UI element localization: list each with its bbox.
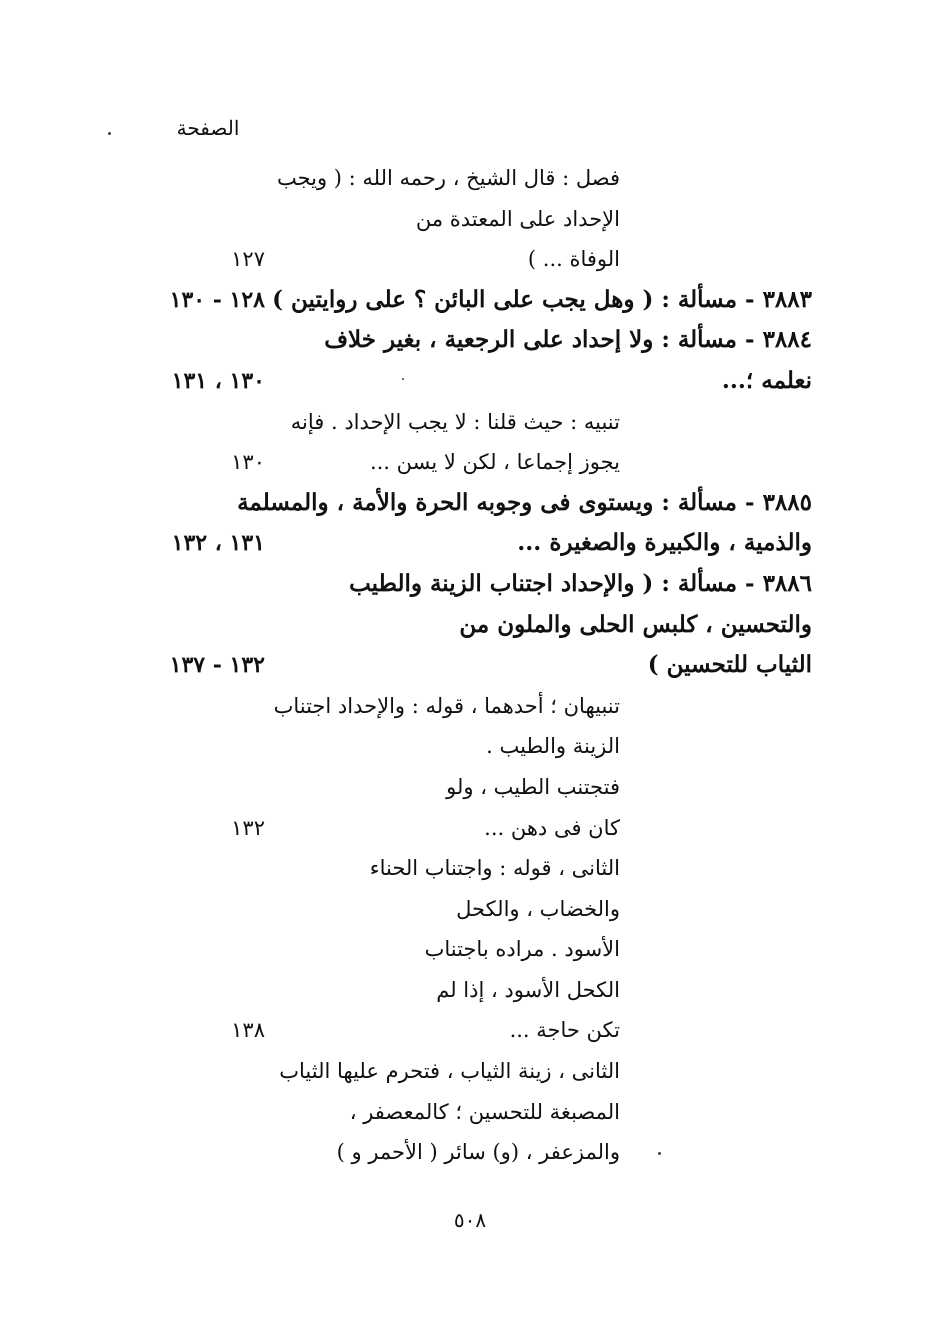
index-entry [140, 442, 812, 483]
entry-text: الثانى ، زينة الثياب ، فتحرم عليها الثياب [279, 1059, 620, 1084]
entry-text: الوفاة ... ) [527, 247, 620, 272]
entry-text: ٣٨٨٣ - مسألة : ( وهل يجب على البائن ؟ على روايتين ) [272, 285, 812, 313]
index-entry [140, 199, 812, 240]
entry-text: ٣٨٨٦ - مسألة : ( والإحداد اجتناب الزينة والطيب [349, 569, 812, 597]
entry-text: تنبيه : حيث قلنا : لا يجب الإحداد . فإنه [290, 409, 620, 434]
entry-text: الثانى ، قوله : واجتناب الحناء [369, 856, 620, 881]
entry-text: فصل : قال الشيخ ، رحمه الله : ( ويجب [276, 166, 620, 190]
index-entries [140, 158, 812, 1173]
index-entry [140, 645, 812, 686]
entry-page-ref: ١٣١ ، ١٣٢ [171, 530, 265, 557]
entry-text: والتحسين ، كلبس الحلى والملون من [459, 610, 812, 638]
entry-text: الإحداد على المعتدة من [415, 206, 620, 231]
entry-text: الأسود . مراده باجتناب [424, 937, 620, 962]
index-entry [140, 1092, 812, 1133]
entry-text: يجوز إجماعا ، لكن لا يسن ... [369, 450, 620, 475]
entry-text: والذمية ، والكبيرة والصغيرة ... [517, 529, 812, 557]
scan-speck [402, 378, 404, 380]
index-entry [140, 767, 812, 808]
index-entry [140, 158, 812, 199]
index-entry [140, 970, 812, 1011]
entry-text: ٣٨٨٥ - مسألة : ويستوى فى وجوبه الحرة والأمة ، والمسلمة [237, 488, 812, 516]
entry-text: الكحل الأسود ، إذا لم [436, 977, 620, 1002]
index-entry [140, 320, 812, 361]
entry-text: الثياب للتحسين ) [647, 651, 812, 679]
page-column-header: الصفحة [176, 116, 240, 140]
entry-page-ref: ١٣٢ [231, 815, 265, 840]
index-entry [140, 483, 812, 524]
entry-text: والخضاب ، والكحل [456, 896, 620, 921]
index-entry [140, 564, 812, 605]
index-entry [140, 848, 812, 889]
index-entry [140, 523, 812, 564]
page-number: ٥٠٨ [453, 1208, 487, 1232]
index-entry [140, 808, 812, 849]
entry-text: كان فى دهن ... [484, 815, 620, 840]
entry-text: المصبغة للتحسين ؛ كالمعصفر ، [349, 1099, 620, 1124]
entry-page-ref: ١٣٠ [231, 450, 265, 475]
entry-text: فتجتنب الطيب ، ولو [446, 774, 620, 799]
index-entry [140, 726, 812, 767]
index-entry [140, 686, 812, 727]
index-entry [140, 605, 812, 646]
entry-page-ref: ١٣٢ - ١٣٧ [169, 652, 265, 679]
index-entry [140, 361, 812, 402]
index-entry [140, 929, 812, 970]
index-entry [140, 280, 812, 321]
entry-page-ref: ١٣٠ ، ١٣١ [171, 367, 265, 394]
entry-text: تنبيهان ؛ أحدهما ، قوله : والإحداد اجتناب [273, 693, 620, 718]
index-entry [140, 402, 812, 443]
index-entry [140, 1010, 812, 1051]
index-entry [140, 1132, 812, 1173]
scan-speck [658, 1152, 661, 1155]
entry-page-ref: ١٣٨ [231, 1018, 265, 1043]
entry-text: الزينة والطيب . [486, 734, 620, 759]
entry-text: والمزعفر ، (و) سائر ( الأحمر و ) [336, 1140, 620, 1165]
index-entry [140, 889, 812, 930]
entry-text: تكن حاجة ... [509, 1018, 620, 1043]
entry-text: ٣٨٨٤ - مسألة : ولا إحداد على الرجعية ، بغير خلاف [324, 326, 812, 354]
scan-speck [108, 132, 111, 135]
entry-page-ref: ١٢٧ [231, 247, 265, 272]
entry-text: نعلمه ؛... [721, 366, 812, 394]
index-entry [140, 1051, 812, 1092]
entry-page-ref: ١٢٨ - ١٣٠ [169, 286, 265, 313]
index-entry [140, 239, 812, 280]
